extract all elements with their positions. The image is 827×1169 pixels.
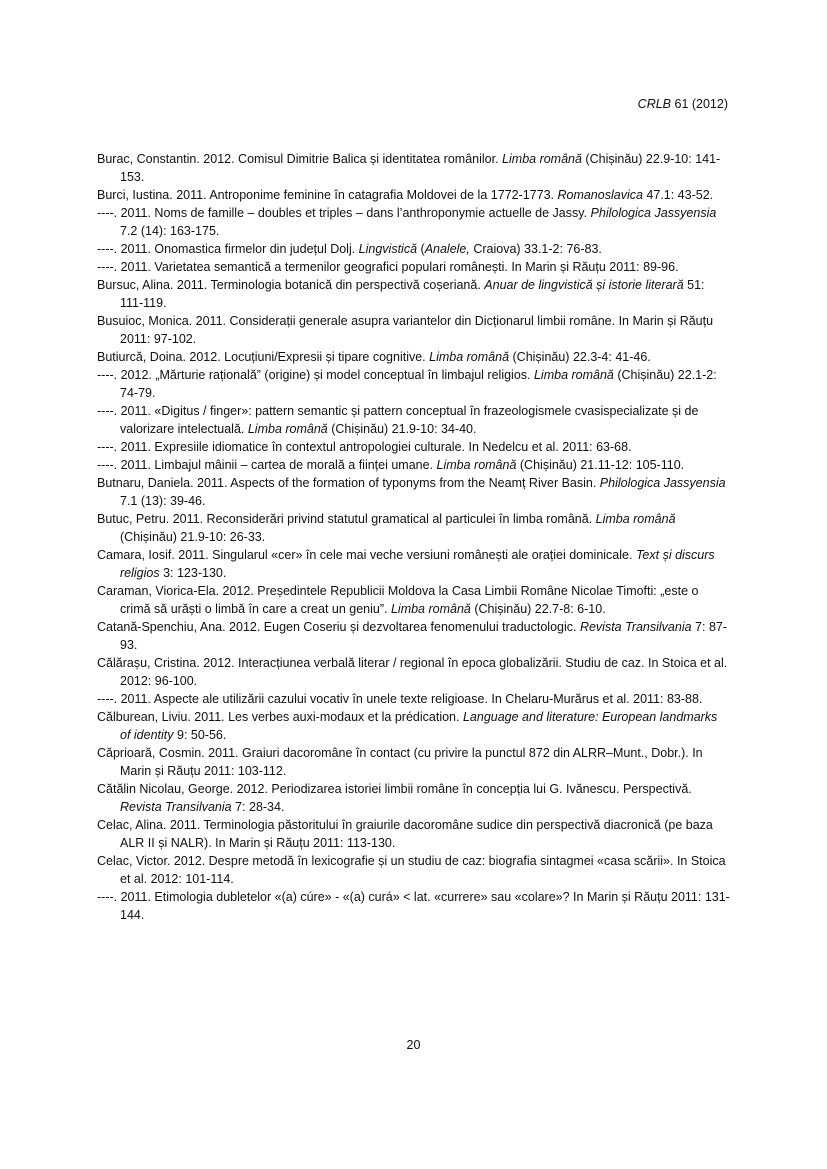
bibliography-entry — [97, 276, 730, 312]
bibliography-entry — [97, 744, 730, 780]
bibliography-entry — [97, 186, 730, 204]
entry-text: (Chișinău) 22.7-8: 6-10. — [470, 602, 606, 616]
bibliography-entry — [97, 888, 730, 924]
bibliography-entry — [97, 654, 730, 690]
entry-text: ----. 2011. Limbajul mâinii – cartea de morală a ființei umane. — [97, 458, 437, 472]
entry-text: 7.2 (14): 163-175. — [120, 224, 220, 238]
entry-text: Cătălin Nicolau, George. 2012. Periodizarea istoriei limbii române în concepția lui G. Ivănescu. Perspectivă. — [97, 782, 692, 796]
entry-text: (Chișinău) 21.9-10: 26-33. — [120, 530, 266, 544]
entry-title-italic: Revista Transilvania — [579, 620, 692, 634]
entry-title-italic: Limba română — [436, 458, 517, 472]
entry-text: (Chișinău) 22.1-2: 74-79. — [120, 368, 717, 400]
entry-text: ----. 2011. Etimologia dubletelor «(a) cúre» - «(a) curá» < lat. «currere» sau «colare»? In Marin și Răuțu 2011: 131-144. — [97, 890, 730, 922]
entry-text: (Chișinău) 21.9-10: 34-40. — [327, 422, 477, 436]
running-header — [638, 96, 728, 112]
bibliography-entry — [97, 240, 730, 258]
entry-text: 7.1 (13): 39-46. — [120, 494, 206, 508]
entry-text: Bursuc, Alina. 2011. Terminologia botanică din perspectivă coșeriană. — [97, 278, 485, 292]
entry-text: Călburean, Liviu. 2011. Les verbes auxi-modaux et la prédication. — [97, 710, 463, 724]
bibliography-entry — [97, 366, 730, 402]
bibliography-entry — [97, 438, 730, 456]
bibliography-entry — [97, 582, 730, 618]
entry-text: 47.1: 43-52. — [642, 188, 714, 202]
entry-text: Burac, Constantin. 2012. Comisul Dimitrie Balica și identitatea românilor. — [97, 152, 503, 166]
entry-text: Catană-Spenchiu, Ana. 2012. Eugen Coseriu și dezvoltarea fenomenului traductologic. — [97, 620, 580, 634]
entry-text: (Chișinău) 22.3-4: 41-46. — [509, 350, 651, 364]
entry-title-italic: Philologica Jassyensia — [590, 206, 717, 220]
entry-title-italic: Limba română — [533, 368, 614, 382]
entry-title-italic: Revista Transilvania — [120, 800, 232, 814]
entry-text: Căprioară, Cosmin. 2011. Graiuri dacoromâne în contact (cu privire la punctul 872 din ALRR–Munt., Dobr.). In Marin și Răuțu 2011: 103-112. — [97, 746, 703, 778]
entry-text: (Chișinău) 21.11-12: 105-110. — [516, 458, 685, 472]
entry-text: Celac, Victor. 2012. Despre metodă în lexicografie și un studiu de caz: biografia sintagmei «casa scării». In Stoica et al. 2012: 101-114. — [97, 854, 726, 886]
entry-title-italic: Philologica Jassyensia — [599, 476, 726, 490]
entry-text: ( — [417, 242, 425, 256]
bibliography-entry — [97, 546, 730, 582]
entry-text: 51: 111-119. — [120, 278, 705, 310]
entry-text: ----. 2011. Onomastica firmelor din județul Dolj. — [97, 242, 359, 256]
entry-title-italic: Limba română — [429, 350, 510, 364]
entry-text: 7: 28-34. — [231, 800, 285, 814]
entry-text: ----. 2011. Noms de famille – doubles et triples – dans l’anthroponymie actuelle de Jassy. — [97, 206, 591, 220]
bibliography-entry — [97, 510, 730, 546]
journal-issue: 61 (2012) — [671, 97, 728, 111]
bibliography-entry — [97, 618, 730, 654]
bibliography-entry — [97, 708, 730, 744]
bibliography-entry — [97, 690, 730, 708]
entry-text: 7: 87-93. — [120, 620, 728, 652]
entry-title-italic: Text și discurs religios — [120, 548, 715, 580]
entry-text: Busuioc, Monica. 2011. Considerații generale asupra variantelor din Dicționarul limbii române. In Marin și Răuțu 2011: 97-102. — [97, 314, 714, 346]
entry-text: 3: 123-130. — [159, 566, 227, 580]
bibliography-entry — [97, 852, 730, 888]
entry-text: Celac, Alina. 2011. Terminologia păstoritului în graiurile dacoromâne sudice din perspectivă diacronică (pe baza ALR II și NALR). In Marin și Răuțu 2011: 113-130. — [97, 818, 713, 850]
bibliography-entry — [97, 456, 730, 474]
entry-text: (Chișinău) 22.9-10: 141-153. — [120, 152, 721, 184]
entry-title-italic: Limba română — [502, 152, 582, 166]
entry-title-italic: Lingvistică — [358, 242, 418, 256]
entry-title-italic: Analele, — [424, 242, 470, 256]
entry-text: Butiurcă, Doina. 2012. Locuțiuni/Expresii și tipare cognitive. — [97, 350, 430, 364]
entry-text: Burci, Iustina. 2011. Antroponime feminine în catagrafia Moldovei de la 1772-1773. — [97, 188, 558, 202]
entry-text: ----. 2011. Varietatea semantică a termenilor geografici populari românești. In Marin și Răuțu 2011: 89-96. — [97, 260, 679, 274]
bibliography-entry — [97, 150, 730, 186]
entry-text: Butuc, Petru. 2011. Reconsiderări privind statutul gramatical al particulei în limba română. — [97, 512, 596, 526]
page-number: 20 — [406, 1038, 421, 1052]
entry-text: Craiova) 33.1-2: 76-83. — [469, 242, 602, 256]
bibliography-entry — [97, 474, 730, 510]
entry-title-italic: Language and literature: European landmarks of identity — [120, 710, 718, 742]
entry-text: Călărașu, Cristina. 2012. Interacțiunea verbală literar / regional în epoca globalizării. Studiu de caz. In Stoica et al. 2012: 96-100. — [97, 656, 728, 688]
bibliography-entry — [97, 816, 730, 852]
entry-text: Butnaru, Daniela. 2011. Aspects of the formation of typonyms from the Neamț River Basin. — [97, 476, 600, 490]
bibliography-entry — [97, 402, 730, 438]
bibliography-entry — [97, 258, 730, 276]
entry-title-italic: Limba română — [595, 512, 676, 526]
entry-text: ----. 2011. Aspecte ale utilizării cazului vocativ în unele texte religioase. In Chelaru-Murărus et al. 2011: 83-88. — [97, 692, 703, 706]
entry-text: ----. 2011. Expresiile idiomatice în contextul antropologiei culturale. In Nedelcu et al. 2011: 63-68. — [97, 440, 632, 454]
entry-text: ----. 2012. „Mărturie rațională” (origine) și model conceptual în limbajul religios. — [97, 368, 534, 382]
bibliography-entry — [97, 348, 730, 366]
bibliography-list — [97, 150, 730, 924]
entry-text: Camara, Iosif. 2011. Singularul «cer» în cele mai veche versiuni românești ale orației dominicale. — [97, 548, 636, 562]
entry-title-italic: Limba română — [247, 422, 328, 436]
entry-title-italic: Romanoslavica — [557, 188, 643, 202]
bibliography-entry — [97, 312, 730, 348]
bibliography-entry — [97, 204, 730, 240]
entry-text: ----. 2011. «Digitus / finger»: pattern semantic și pattern conceptual în frazeologismele cvasispecializate și de valorizare intelectuală. — [97, 404, 699, 436]
entry-text: Caraman, Viorica-Ela. 2012. Președintele Republicii Moldova la Casa Limbii Române Nicolae Timofti: „este o crimă să urăști o limbă în care a creat un geniu”. — [97, 584, 699, 616]
entry-title-italic: Anuar de lingvistică și istorie literară — [484, 278, 684, 292]
journal-abbreviation: CRLB — [637, 97, 672, 111]
entry-text: 9: 50-56. — [173, 728, 227, 742]
bibliography-entry — [97, 780, 730, 816]
entry-title-italic: Limba română — [390, 602, 471, 616]
